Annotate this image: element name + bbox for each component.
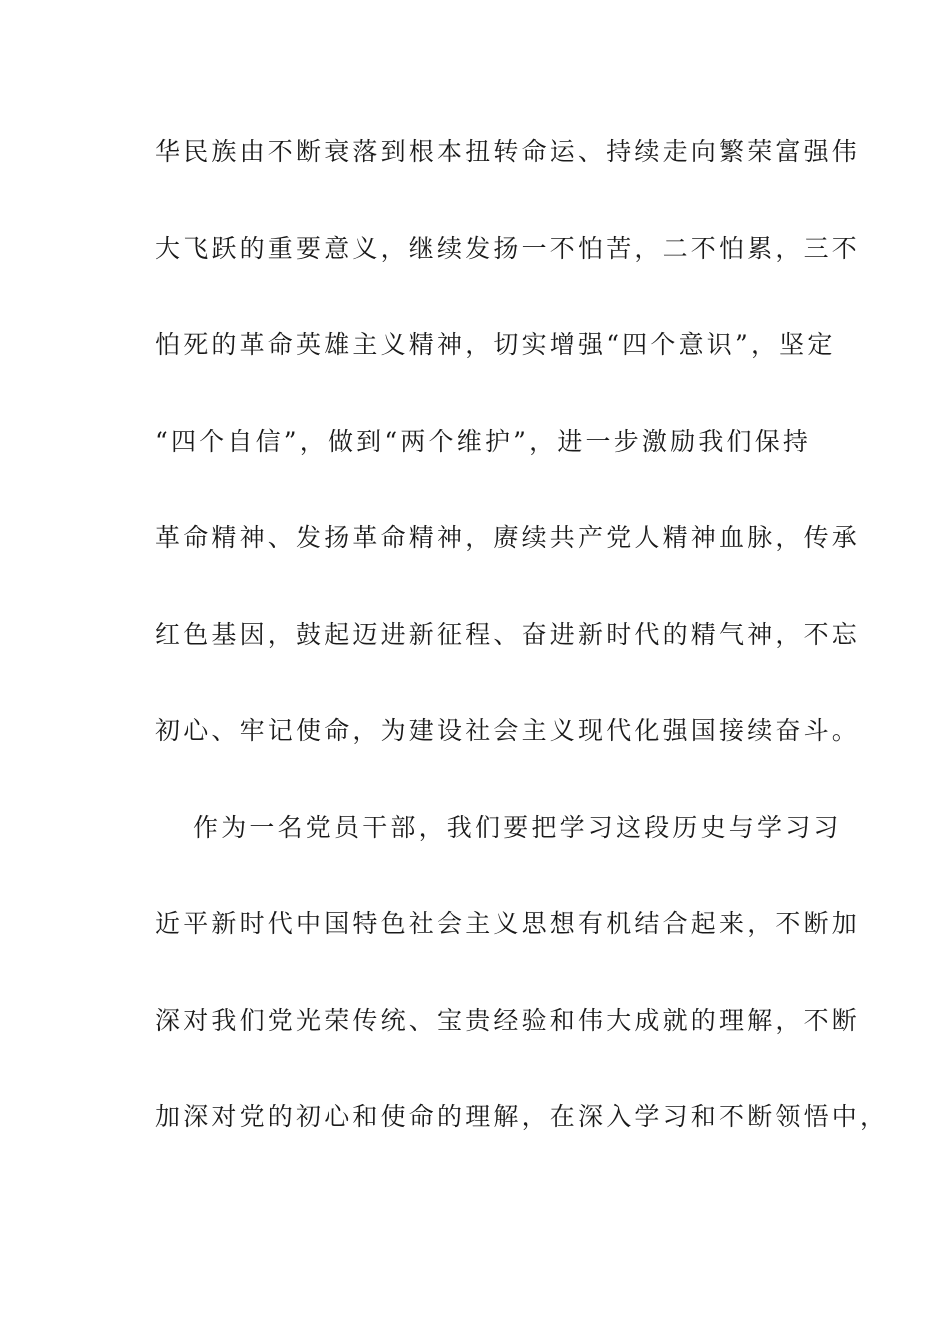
text-line: 大飞跃的重要意义，继续发扬一不怕苦，二不怕累，三不 [155,233,861,263]
text-line: 革命精神、发扬革命精神，赓续共产党人精神血脉，传承 [155,523,861,552]
text-line: 初心、牢记使命，为建设社会主义现代化强国接续奋斗。 [155,716,861,745]
text-line: 华民族由不断衰落到根本扭转命运、持续走向繁荣富强伟 [155,137,861,166]
text-line: 红色基因，鼓起迈进新征程、奋进新时代的精气神，不忘 [155,619,861,649]
text-line: 近平新时代中国特色社会主义思想有机结合起来，不断加 [155,909,861,938]
paragraph-start-line: 作为一名党员干部，我们要把学习这段历史与学习习 [193,812,842,842]
text-line: 深对我们党光荣传统、宝贵经验和伟大成就的理解，不断 [155,1005,861,1035]
text-line: 怕死的革命英雄主义精神，切实增强“四个意识”，坚定 [155,330,836,359]
text-line: 加深对党的初心和使命的理解，在深入学习和不断领悟中， [155,1102,889,1131]
text-line: “四个自信”，做到“两个维护”，进一步激励我们保持 [155,426,812,456]
body-text [155,128,889,1190]
